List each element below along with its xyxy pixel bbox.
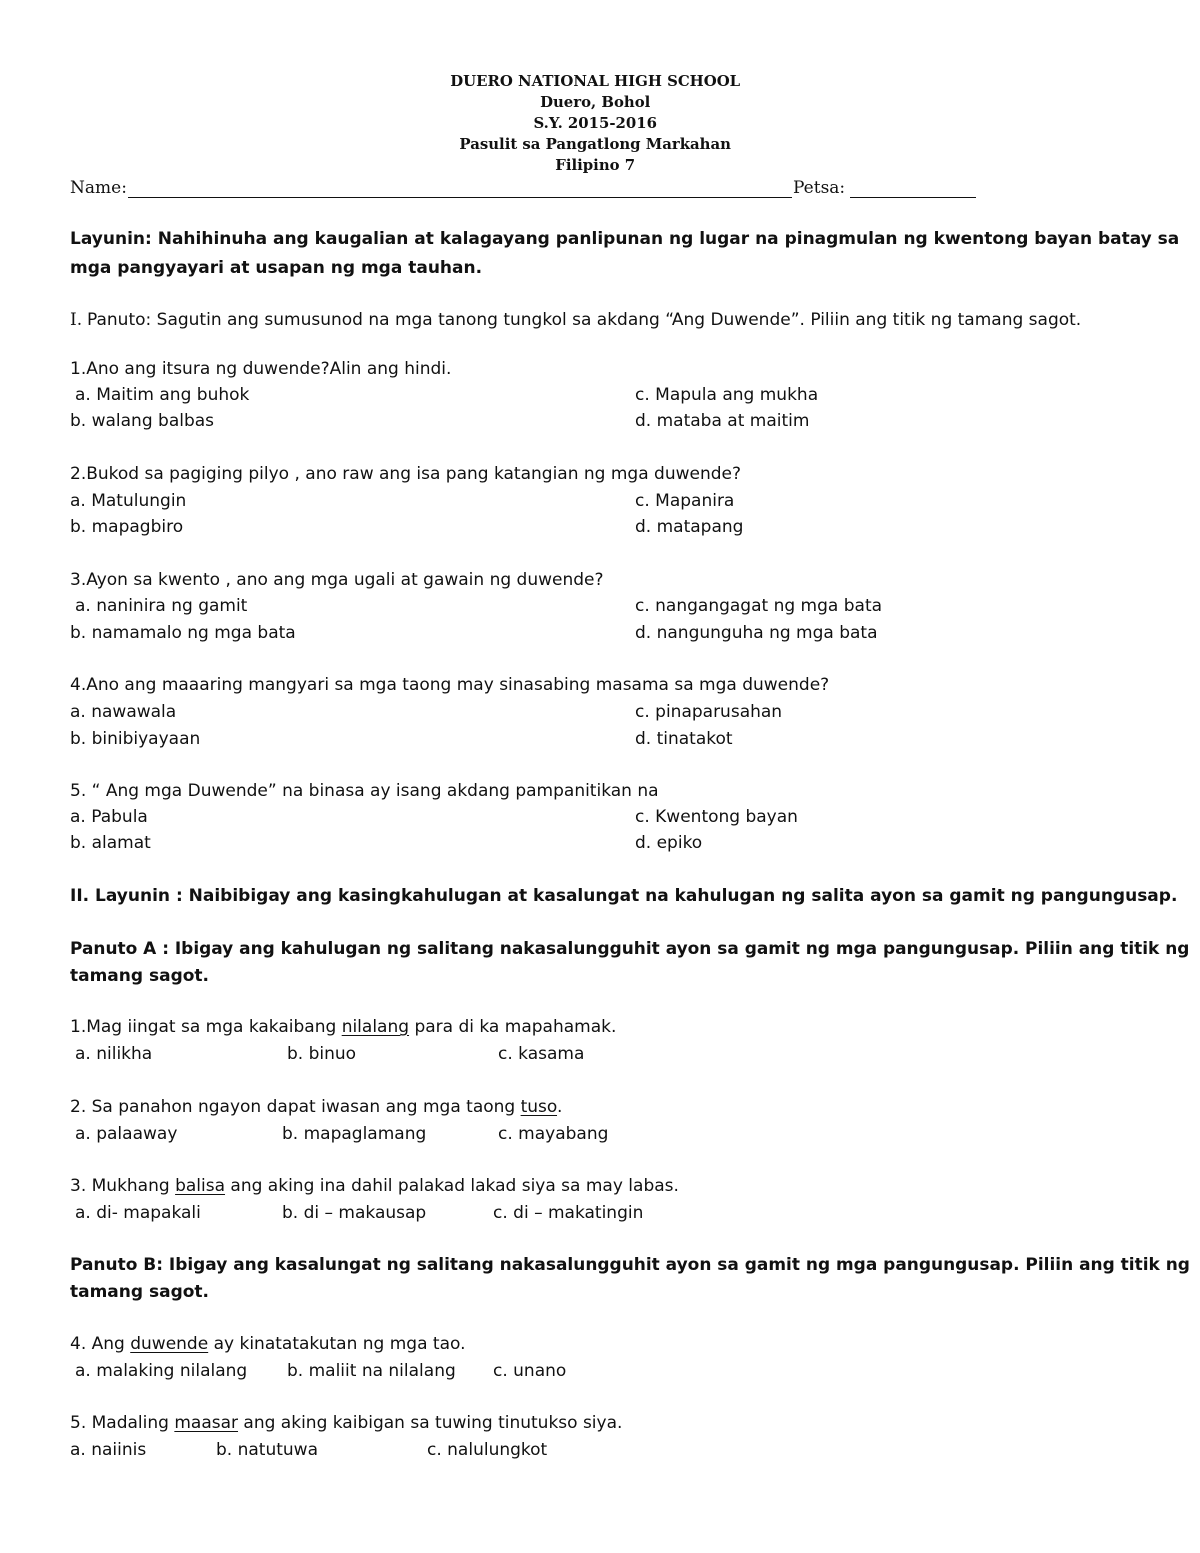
- item2-option-b[interactable]: b. mapaglamang: [282, 1124, 427, 1144]
- q5-option-d[interactable]: d. epiko: [635, 833, 703, 853]
- vocab-item-5: 5. Madaling maasar ang aking kaibigan sa tuwing tinutukso siya.: [70, 1413, 623, 1433]
- item2-option-c[interactable]: c. mayabang: [498, 1124, 609, 1144]
- underlined-word: tuso: [520, 1097, 558, 1117]
- name-label: Name:: [70, 178, 127, 198]
- question-4: 4.Ano ang maaaring mangyari sa mga taong may sinasabing masama sa mga duwende?: [70, 675, 830, 695]
- school-name: DUERO NATIONAL HIGH SCHOOL: [450, 72, 741, 90]
- q1-option-a[interactable]: a. Maitim ang buhok: [75, 385, 250, 405]
- q1-option-b[interactable]: b. walang balbas: [70, 411, 215, 431]
- underlined-word: balisa: [175, 1176, 226, 1196]
- q2-option-c[interactable]: c. Mapanira: [635, 491, 735, 511]
- section1-objective-line2: mga pangyayari at usapan ng mga tauhan.: [70, 258, 483, 278]
- school-year: S.Y. 2015-2016: [533, 114, 657, 132]
- q1-option-d[interactable]: d. mataba at maitim: [635, 411, 810, 431]
- item5-option-c[interactable]: c. nalulungkot: [427, 1440, 548, 1460]
- item3-option-b[interactable]: b. di – makausap: [282, 1203, 427, 1223]
- panuto-b-line2: tamang sagot.: [70, 1282, 209, 1302]
- section1-objective-line1: Layunin: Nahihinuha ang kaugalian at kalagayang panlipunan ng lugar na pinagmulan ng kwentong bayan batay sa: [70, 229, 1180, 249]
- vocab-item-4: 4. Ang duwende ay kinatatakutan ng mga tao.: [70, 1334, 466, 1354]
- item1-option-b[interactable]: b. binuo: [287, 1044, 357, 1064]
- date-field[interactable]: [850, 197, 976, 198]
- section2-objective: II. Layunin : Naibibigay ang kasingkahulugan at kasalungat na kahulugan ng salita ayon sa gamit ng pangungusap.: [70, 886, 1178, 906]
- date-label: Petsa:: [793, 178, 846, 198]
- item5-option-a[interactable]: a. naiinis: [70, 1440, 147, 1460]
- vocab-item-2: 2. Sa panahon ngayon dapat iwasan ang mga taong tuso.: [70, 1097, 563, 1117]
- name-field[interactable]: [128, 197, 792, 198]
- item3-option-a[interactable]: a. di- mapakali: [75, 1203, 201, 1223]
- q2-option-a[interactable]: a. Matulungin: [70, 491, 187, 511]
- question-3: 3.Ayon sa kwento , ano ang mga ugali at gawain ng duwende?: [70, 570, 604, 590]
- q4-option-c[interactable]: c. pinaparusahan: [635, 702, 783, 722]
- panuto-b-line1: Panuto B: Ibigay ang kasalungat ng salitang nakasalungguhit ayon sa gamit ng mga pangungusap. Piliin ang titik ng: [70, 1255, 1190, 1275]
- subject-title: Filipino 7: [555, 156, 636, 174]
- question-2: 2.Bukod sa pagiging pilyo , ano raw ang isa pang katangian ng mga duwende?: [70, 464, 742, 484]
- underlined-word: nilalang: [341, 1017, 410, 1037]
- item3-option-c[interactable]: c. di – makatingin: [493, 1203, 644, 1223]
- vocab-item-3: 3. Mukhang balisa ang aking ina dahil palakad lakad siya sa may labas.: [70, 1176, 679, 1196]
- q3-option-a[interactable]: a. naninira ng gamit: [75, 596, 248, 616]
- underlined-word: maasar: [174, 1413, 239, 1433]
- item4-option-b[interactable]: b. maliit na nilalang: [287, 1361, 456, 1381]
- q2-option-b[interactable]: b. mapagbiro: [70, 517, 184, 537]
- q3-option-c[interactable]: c. nangangagat ng mga bata: [635, 596, 883, 616]
- exam-title: Pasulit sa Pangatlong Markahan: [459, 135, 731, 153]
- q3-option-d[interactable]: d. nangunguha ng mga bata: [635, 623, 878, 643]
- question-1: 1.Ano ang itsura ng duwende?Alin ang hindi.: [70, 359, 452, 379]
- q3-option-b[interactable]: b. namamalo ng mga bata: [70, 623, 296, 643]
- panuto-a-line2: tamang sagot.: [70, 966, 209, 986]
- section1-directions: Panuto: Sagutin ang sumusunod na mga tanong tungkol sa akdang “Ang Duwende”. Piliin ang titik ng tamang sagot.: [87, 310, 1082, 330]
- q4-option-b[interactable]: b. binibiyayaan: [70, 729, 201, 749]
- question-5: 5. “ Ang mga Duwende” na binasa ay isang akdang pampanitikan na: [70, 781, 659, 801]
- vocab-item-1: 1.Mag iingat sa mga kakaibang nilalang para di ka mapahamak.: [70, 1017, 617, 1037]
- item1-option-c[interactable]: c. kasama: [498, 1044, 585, 1064]
- q5-option-a[interactable]: a. Pabula: [70, 807, 148, 827]
- q4-option-a[interactable]: a. nawawala: [70, 702, 177, 722]
- item1-option-a[interactable]: a. nilikha: [75, 1044, 153, 1064]
- q5-option-b[interactable]: b. alamat: [70, 833, 151, 853]
- panuto-a-line1: Panuto A : Ibigay ang kahulugan ng salitang nakasalungguhit ayon sa gamit ng mga pangungusap. Piliin ang titik ng: [70, 939, 1190, 959]
- q4-option-d[interactable]: d. tinatakot: [635, 729, 733, 749]
- item4-option-a[interactable]: a. malaking nilalang: [75, 1361, 248, 1381]
- q1-option-c[interactable]: c. Mapula ang mukha: [635, 385, 819, 405]
- q2-option-d[interactable]: d. matapang: [635, 517, 744, 537]
- item4-option-c[interactable]: c. unano: [493, 1361, 567, 1381]
- q5-option-c[interactable]: c. Kwentong bayan: [635, 807, 798, 827]
- underlined-word: duwende: [130, 1334, 209, 1354]
- item2-option-a[interactable]: a. palaaway: [75, 1124, 178, 1144]
- item5-option-b[interactable]: b. natutuwa: [216, 1440, 318, 1460]
- school-location: Duero, Bohol: [540, 93, 651, 111]
- section1-roman: I.: [70, 310, 83, 330]
